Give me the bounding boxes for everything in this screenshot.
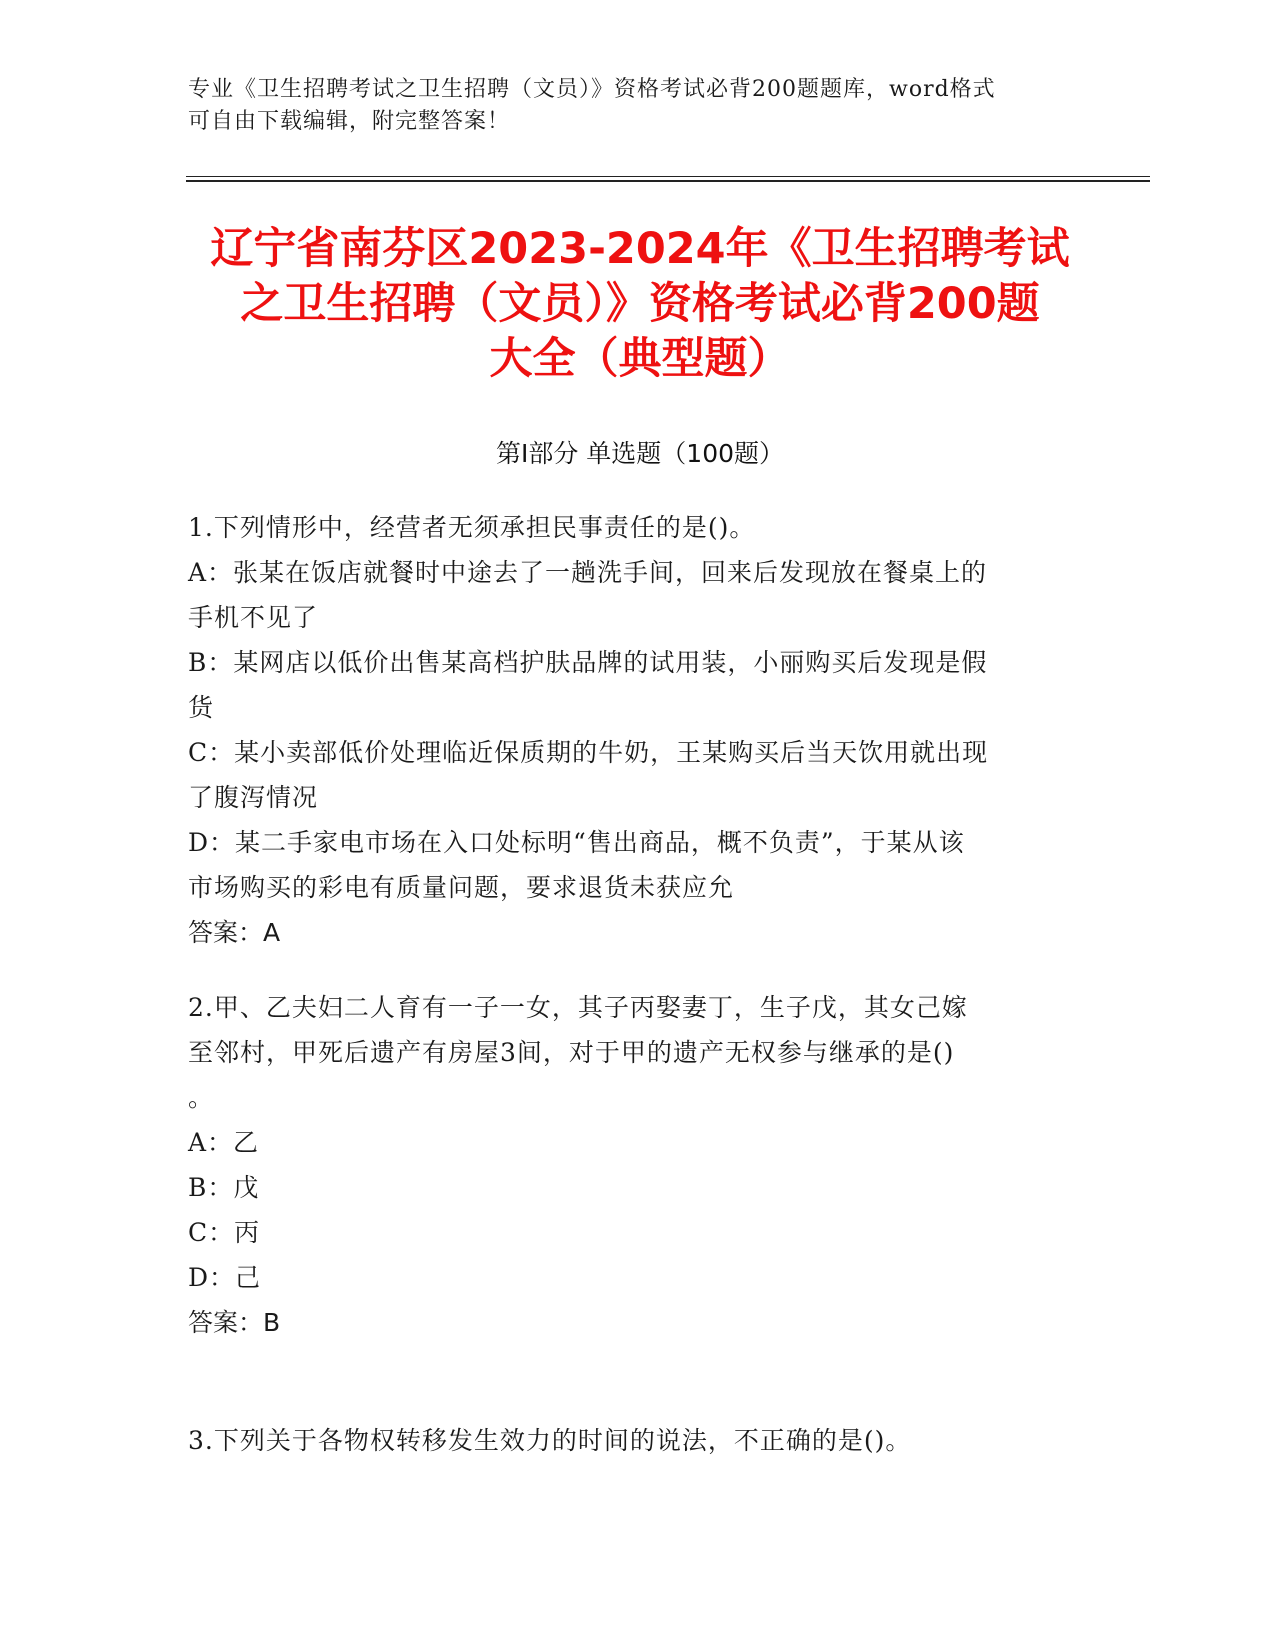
option-c-line: 了腹泻情况: [188, 783, 319, 812]
option-b-line: B：某网店以低价出售某高档护肤品牌的试用装，小丽购买后发现是假: [188, 648, 988, 677]
option-d-line: 市场购买的彩电有质量问题，要求退货未获应允: [188, 873, 735, 902]
document-title-line: 辽宁省南芬区2023-2024年《卫生招聘考试: [210, 224, 1070, 274]
question-2: [188, 985, 1088, 1345]
option-c-line: C：某小卖部低价处理临近保质期的牛奶，王某购买后当天饮用就出现: [188, 738, 989, 767]
option-a-line: A：乙: [188, 1128, 260, 1157]
header-note: [188, 74, 1078, 138]
option-d-line: D：某二手家电市场在入口处标明“售出商品，概不负责”，于某从该: [188, 828, 965, 857]
document-title-line: 大全（典型题）: [489, 334, 791, 384]
answer-line: 答案：B: [188, 1308, 281, 1337]
option-d-line: D：己: [188, 1263, 262, 1292]
question-stem-line: 2.甲、乙夫妇二人育有一子一女，其子丙娶妻丁，生子戊，其女己嫁: [188, 993, 968, 1022]
question-stem-line: 至邻村，甲死后遗产有房屋3间，对于甲的遗产无权参与继承的是(): [188, 1038, 955, 1067]
document-title: [160, 222, 1120, 387]
question-stem-line: 1.下列情形中，经营者无须承担民事责任的是()。: [188, 513, 756, 542]
option-c-line: C：丙: [188, 1218, 261, 1247]
question-stem-line: 。: [188, 1083, 215, 1112]
header-divider-thin: [186, 176, 1150, 177]
option-a-line: 手机不见了: [188, 603, 319, 632]
section-heading: 第Ⅰ部分 单选题（100题）: [495, 439, 785, 468]
answer-line: 答案：A: [188, 918, 281, 947]
option-b-line: 货: [188, 693, 215, 722]
option-a-line: A：张某在饭店就餐时中途去了一趟洗手间，回来后发现放在餐桌上的: [188, 558, 988, 587]
header-divider-thick: [186, 180, 1150, 182]
header-note-line: 可自由下载编辑，附完整答案！: [188, 109, 511, 134]
header-note-line: 专业《卫生招聘考试之卫生招聘（文员）》资格考试必背200题题库，word格式: [188, 77, 996, 102]
question-3: [188, 1418, 1088, 1463]
document-title-line: 之卫生招聘（文员）》资格考试必背200题: [240, 279, 1040, 329]
option-b-line: B：戊: [188, 1173, 260, 1202]
question-1: [188, 505, 1088, 955]
question-stem-line: 3.下列关于各物权转移发生效力的时间的说法，不正确的是()。: [188, 1426, 912, 1455]
